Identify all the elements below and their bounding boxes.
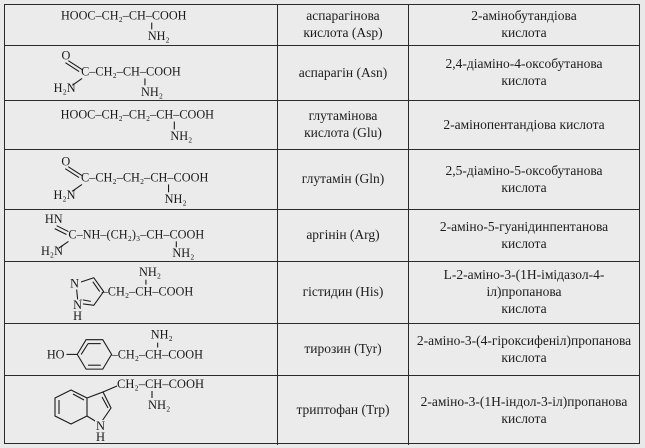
ring-hydrogen: H xyxy=(73,309,82,323)
amino-acid-table xyxy=(4,4,640,444)
trivial-name: тирозин (Tyr) xyxy=(278,324,409,375)
formula-drawing xyxy=(5,101,277,149)
formula-amine: NH₂ xyxy=(147,29,170,44)
formula-oxygen: O xyxy=(61,48,71,63)
formula-chain: –CH₂–CH–COOH xyxy=(101,284,194,299)
trivial-name: аргінін (Arg) xyxy=(278,210,409,261)
table-row xyxy=(5,150,639,210)
formula-chain: C–NH–(CH₂)₃–CH–COOH xyxy=(68,227,205,242)
formula-oxygen: O xyxy=(61,154,71,169)
trivial-name: гістидин (His) xyxy=(278,262,409,323)
formula-amine: NH₂ xyxy=(148,398,171,412)
formula-chain: HOOC–CH₂–CH–COOH xyxy=(61,8,187,23)
systematic-name: 2-аміно-3-(1Н-індол-3-іл)пропанова кислота xyxy=(420,393,628,426)
table-row xyxy=(5,5,639,46)
formula-amine: NH₂ xyxy=(164,192,187,207)
table-row xyxy=(5,262,639,324)
structural-formula-arg xyxy=(5,210,278,261)
table-row xyxy=(5,101,639,150)
formula-amine: NH₂ xyxy=(172,246,195,261)
formula-drawing xyxy=(5,150,277,209)
formula-chain: C–CH₂–CH₂–CH–COOH xyxy=(81,170,209,185)
trivial-name: аспарагінова кислота (Asp) xyxy=(278,5,409,45)
ring-nh-nitrogen: N xyxy=(73,298,82,313)
table-row xyxy=(5,46,639,101)
ring-nitrogen: N xyxy=(70,276,80,291)
structural-formula-asp xyxy=(5,5,278,45)
formula-drawing xyxy=(5,46,277,100)
structural-formula-glu xyxy=(5,101,278,149)
formula-drawing xyxy=(5,262,277,323)
formula-amine: NH₂ xyxy=(141,85,163,100)
formula-chain: C–CH₂–CH–COOH xyxy=(81,64,181,79)
table-row xyxy=(5,324,639,376)
trivial-name: аспарагін (Asn) xyxy=(278,46,409,100)
formula-drawing xyxy=(5,324,277,375)
formula-drawing xyxy=(5,5,277,45)
structural-formula-trp xyxy=(5,376,278,445)
systematic-name: L-2-аміно-3-(1Н-імідазол-4-іл)пропанова кислота xyxy=(443,267,605,316)
trivial-name: глутамін (Gln) xyxy=(278,150,409,209)
systematic-name: 2,5-діаміно-5-оксобутанова кислота xyxy=(445,162,603,195)
trivial-name: глутамінова кислота (Glu) xyxy=(278,101,409,149)
formula-chain: –CH₂–CH–COOH xyxy=(111,347,203,362)
formula-amide-n: H₂N xyxy=(53,188,76,203)
formula-imine: HN xyxy=(44,211,63,226)
table-row xyxy=(5,376,639,445)
formula-drawing xyxy=(5,210,277,261)
systematic-name: 2-амінопентандіова кислота xyxy=(443,116,605,132)
table-row xyxy=(5,210,639,262)
trivial-name: триптофан (Trp) xyxy=(278,376,409,445)
formula-amide-n: H₂N xyxy=(53,81,76,96)
formula-drawing xyxy=(5,376,277,445)
formula-amine: NH₂ xyxy=(139,264,162,279)
systematic-name: 2-аміно-3-(4-гіроксифеніл)пропанова кислота xyxy=(416,332,632,365)
indole-hydrogen: H xyxy=(96,430,106,444)
structural-formula-gln xyxy=(5,150,278,209)
formula-amine: NH₂ xyxy=(150,327,173,342)
formula-chain: HOOC–CH₂–CH₂–CH–COOH xyxy=(60,107,215,122)
formula-hydroxyl: HO xyxy=(46,347,65,362)
formula-chain: CH₂–CH–COOH xyxy=(117,377,205,391)
systematic-name: 2,4-діаміно-4-оксобутанова кислота xyxy=(445,56,603,88)
indole-nitrogen: N xyxy=(96,419,106,433)
formula-amine: NH₂ xyxy=(170,129,193,144)
systematic-name: 2-амінобутандіова кислота xyxy=(471,8,577,40)
structural-formula-tyr xyxy=(5,324,278,375)
systematic-name: 2-аміно-5-гуанідинпентанова кислота xyxy=(439,218,609,251)
structural-formula-asn xyxy=(5,46,278,100)
structural-formula-his xyxy=(5,262,278,323)
formula-guanidine-n: H₂N xyxy=(40,244,63,259)
